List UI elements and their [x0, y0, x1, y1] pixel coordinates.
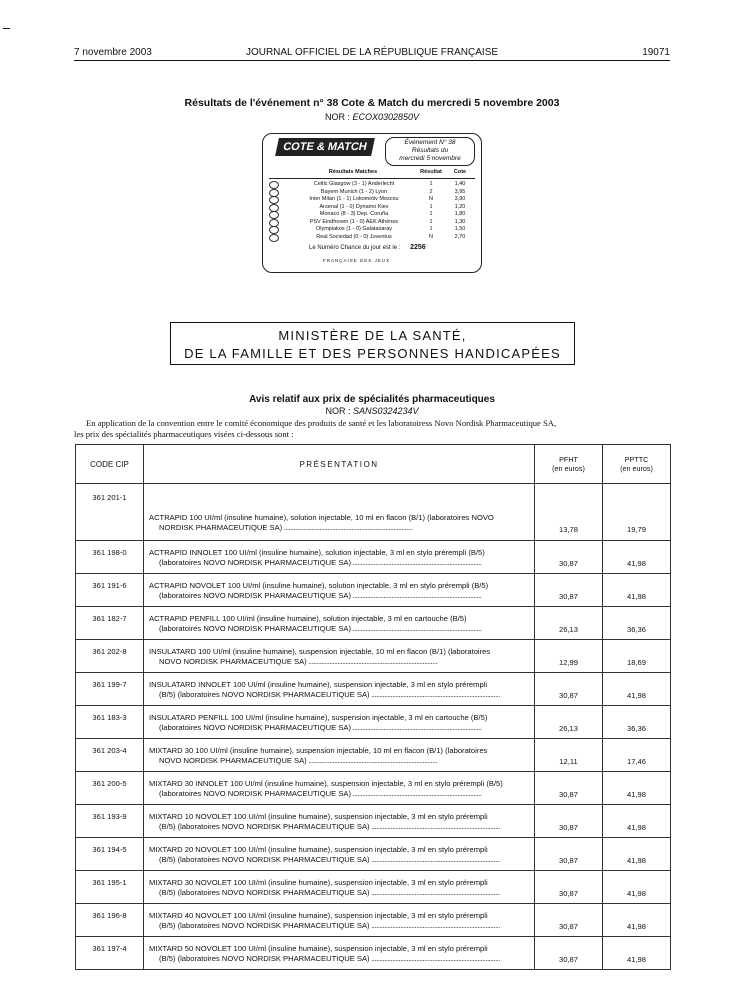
presentation-line1: INSULATARD 100 UI/ml (insuline humaine), suspension injectable, 10 ml en flacon (B/1) (laboratoires: [149, 647, 491, 656]
presentation-line2: [149, 591, 530, 601]
cell-pfht: 26,13: [535, 607, 603, 640]
cell-ppttc: 19,79: [603, 484, 671, 541]
presentation-line2: [149, 690, 530, 700]
cell-ppttc: 36,36: [603, 607, 671, 640]
col-header-pfht: [535, 445, 603, 484]
cell-presentation: [144, 706, 535, 739]
presentation-line2: [149, 523, 530, 533]
ticket-match: Real Sociedad (0 - 0) Juventus: [316, 233, 392, 240]
cell-presentation: [144, 607, 535, 640]
ticket-match-row: [269, 204, 475, 211]
dot-leader: ................................................................................: [351, 558, 482, 567]
cell-code-cip: 361 201-1: [76, 484, 144, 541]
ticket-chance-label: Le Numéro Chance du jour est le :: [309, 245, 401, 251]
dot-leader: ................................................................................: [369, 921, 500, 930]
cell-pfht: 30,87: [535, 871, 603, 904]
presentation-line2-text: (laboratoires NOVO NORDISK PHARMACEUTIQUE SA): [159, 624, 351, 633]
presentation-line2: [149, 921, 530, 931]
price-table: [75, 444, 671, 970]
cell-ppttc: 18,69: [603, 640, 671, 673]
cell-ppttc: 41,98: [603, 904, 671, 937]
cell-ppttc: 41,98: [603, 541, 671, 574]
cell-pfht: 30,87: [535, 937, 603, 970]
ticket-result: 1: [429, 211, 433, 217]
price-table-body: [76, 484, 671, 970]
cell-code-cip: 361 193-9: [76, 805, 144, 838]
presentation-line1: ACTRAPID NOVOLET 100 UI/ml (insuline humaine), solution injectable, 3 ml en stylo prérempli (B/5): [149, 581, 489, 590]
presentation-line2-text: (B/5) (laboratoires NOVO NORDISK PHARMACEUTIQUE SA): [159, 888, 370, 897]
cell-code-cip: 361 203-4: [76, 739, 144, 772]
header-rule: [74, 60, 670, 61]
ticket-match-row: [269, 226, 475, 233]
ministry-line1: MINISTÈRE DE LA SANTÉ,: [278, 328, 467, 343]
avis-title: Avis relatif aux prix de spécialités pharmaceutiques: [249, 394, 495, 405]
presentation-line1: ACTRAPID INNOLET 100 UI/ml (insuline humaine), solution injectable, 3 ml en stylo prérempli (B/5): [149, 548, 485, 557]
presentation-line1: MIXTARD 20 NOVOLET 100 UI/ml (insuline humaine), suspension injectable, 3 ml en stylo prérempli: [149, 845, 488, 854]
dot-leader: ................................................................................: [369, 855, 500, 864]
ticket-match: Inter Milan (1 - 1) Lokomotiv Moscou: [309, 196, 399, 202]
col-header-presentation: PRÉSENTATION: [144, 445, 535, 484]
table-row: [76, 484, 671, 541]
presentation-line2: [149, 624, 530, 634]
ticket-result: 1: [429, 181, 433, 187]
cell-code-cip: 361 194-5: [76, 838, 144, 871]
cell-presentation: [144, 772, 535, 805]
ticket-match: Olympiakos (1 - 0) Galatasaray: [315, 226, 393, 232]
cell-presentation: [144, 673, 535, 706]
table-row: [76, 904, 671, 937]
ticket-match: Celtic Glasgow (3 - 1) Anderlecht: [313, 181, 395, 187]
table-row: [76, 541, 671, 574]
cell-code-cip: 361 195-1: [76, 871, 144, 904]
ministry-line2: DE LA FAMILLE ET DES PERSONNES HANDICAPÉES: [184, 346, 561, 361]
cell-pfht: 26,13: [535, 706, 603, 739]
cell-presentation: [144, 574, 535, 607]
presentation-line1: ACTRAPID 100 UI/ml (insuline humaine), solution injectable, 10 ml en flacon (B/1) (laboratoires NOVO: [149, 513, 494, 522]
cell-pfht: 13,78: [535, 484, 603, 541]
cell-code-cip: 361 182-7: [76, 607, 144, 640]
cell-code-cip: 361 202-8: [76, 640, 144, 673]
cell-presentation: [144, 904, 535, 937]
cell-ppttc: 41,98: [603, 673, 671, 706]
header-date: 7 novembre 2003: [74, 47, 152, 58]
ticket-match: Bayern Munich (1 - 2) Lyon: [320, 188, 388, 195]
dot-leader: ................................................................................: [351, 591, 482, 600]
presentation-line2-text: (B/5) (laboratoires NOVO NORDISK PHARMACEUTIQUE SA): [159, 690, 370, 699]
presentation-line2-text: (laboratoires NOVO NORDISK PHARMACEUTIQUE SA): [159, 789, 351, 798]
col-header-ppttc-unit: (en euros): [620, 464, 653, 473]
page-header: [74, 47, 670, 58]
presentation-line2: [149, 657, 530, 667]
cell-presentation: [144, 937, 535, 970]
ticket-match-row: [269, 196, 475, 203]
presentation-line2-text: (B/5) (laboratoires NOVO NORDISK PHARMACEUTIQUE SA): [159, 822, 370, 831]
dot-leader: ................................................................................: [351, 723, 482, 732]
cell-presentation: [144, 541, 535, 574]
ticket-result: N: [429, 196, 433, 202]
cell-ppttc: 41,98: [603, 574, 671, 607]
col-header-code: CODE CIP: [76, 445, 144, 484]
presentation-line2-text: (laboratoires NOVO NORDISK PHARMACEUTIQUE SA): [159, 723, 351, 732]
presentation-line2: [149, 756, 530, 766]
dot-leader: ................................................................................: [369, 954, 500, 963]
presentation-line2: [149, 855, 530, 865]
cell-ppttc: 36,36: [603, 706, 671, 739]
ticket-cote: 1,30: [454, 218, 466, 225]
dot-leader: ................................................................................: [351, 789, 482, 798]
presentation-line2-text: (B/5) (laboratoires NOVO NORDISK PHARMACEUTIQUE SA): [159, 921, 370, 930]
ticket-col-matches: Résultats Matches: [328, 169, 378, 175]
table-row: [76, 574, 671, 607]
cell-presentation: [144, 838, 535, 871]
cell-pfht: 30,87: [535, 574, 603, 607]
presentation-line2: [149, 822, 530, 832]
table-row: [76, 838, 671, 871]
avis-intro: [74, 418, 674, 440]
cell-presentation: [144, 739, 535, 772]
fdj-logo: FRANÇAISE DES JEUX: [323, 258, 391, 263]
ticket-result: 1: [429, 226, 433, 232]
dot-leader: ................................................................................: [369, 690, 500, 699]
ticket-cote: 1,50: [454, 226, 466, 232]
margin-mark: [3, 28, 10, 29]
cell-pfht: 30,87: [535, 772, 603, 805]
presentation-line2: [149, 558, 530, 568]
event-nor-value: ECOX0302850V: [352, 112, 420, 122]
table-row: [76, 937, 671, 970]
cell-ppttc: 41,98: [603, 871, 671, 904]
dot-leader: ................................................................................: [306, 657, 438, 666]
cell-pfht: 12,11: [535, 739, 603, 772]
presentation-line1: MIXTARD 30 100 UI/ml (insuline humaine), suspension injectable, 10 ml en flacon (B/1) (laboratoires: [149, 746, 488, 755]
ticket-cote: 1,40: [454, 181, 466, 187]
ticket-match-row: [269, 219, 475, 226]
presentation-line1: MIXTARD 10 NOVOLET 100 UI/ml (insuline humaine), suspension injectable, 3 ml en stylo prérempli: [149, 812, 488, 821]
cell-presentation: [144, 484, 535, 541]
ticket-match-row: [269, 211, 475, 218]
ticket-match: PSV Eindhoven (1 - 0) AEK Athènes: [309, 218, 399, 225]
presentation-line1: INSULATARD PENFILL 100 UI/ml (insuline humaine), suspension injectable, 3 ml en cartouche (B/5): [149, 713, 488, 722]
ticket-cote: 1,80: [454, 211, 466, 217]
cell-code-cip: 361 191-6: [76, 574, 144, 607]
ticket-cote: 3,90: [454, 196, 466, 202]
cell-pfht: 30,87: [535, 541, 603, 574]
avis-nor-value: SANS0324234V: [352, 406, 419, 416]
ticket-col-cote: Cote: [453, 169, 467, 175]
col-header-pfht-label: PFHT: [559, 455, 578, 464]
ticket-result: 1: [429, 203, 433, 210]
avis-nor-label: NOR :: [325, 406, 351, 416]
col-header-pfht-unit: (en euros): [552, 464, 585, 473]
presentation-line1: MIXTARD 30 INNOLET 100 UI/ml (insuline humaine), suspension injectable, 3 ml en stylo prérempli (B/5): [149, 779, 503, 788]
ticket-chance-number: [309, 244, 426, 251]
cell-code-cip: 361 199-7: [76, 673, 144, 706]
cell-code-cip: 361 200-5: [76, 772, 144, 805]
event-nor-label: NOR :: [324, 112, 350, 122]
avis-nor: [74, 406, 670, 416]
ticket-match: Monaco (8 - 3) Dep. Coruña: [319, 211, 389, 217]
cell-presentation: [144, 805, 535, 838]
table-row: [76, 772, 671, 805]
cell-ppttc: 41,98: [603, 838, 671, 871]
ticket-event-box: [385, 137, 475, 166]
event-title: Résultats de l'événement n° 38 Cote & Match du mercredi 5 novembre 2003: [184, 97, 560, 109]
dot-leader: ................................................................................: [351, 624, 482, 633]
table-row: [76, 706, 671, 739]
ticket-result: N: [429, 233, 433, 240]
dot-leader: ................................................................................: [369, 888, 500, 897]
football-icon: [269, 234, 279, 242]
ticket-result: 2: [429, 188, 433, 195]
cell-code-cip: 361 197-4: [76, 937, 144, 970]
cell-ppttc: 41,98: [603, 805, 671, 838]
cote-match-logo: COTE & MATCH: [275, 138, 375, 156]
cell-code-cip: 361 196-8: [76, 904, 144, 937]
ticket-result: 1: [429, 218, 433, 225]
header-journal-title: JOURNAL OFFICIEL DE LA RÉPUBLIQUE FRANÇAISE: [245, 47, 499, 58]
presentation-line2: [149, 954, 530, 964]
cell-code-cip: 361 198-0: [76, 541, 144, 574]
presentation-line2-text: NOVO NORDISK PHARMACEUTIQUE SA): [159, 657, 307, 666]
presentation-line2-text: (laboratoires NOVO NORDISK PHARMACEUTIQUE SA): [159, 558, 351, 567]
table-row: [76, 640, 671, 673]
presentation-line1: MIXTARD 30 NOVOLET 100 UI/ml (insuline humaine), suspension injectable, 3 ml en stylo prérempli: [149, 878, 488, 887]
ticket-event-date: mercredi 5 novembre: [399, 155, 461, 162]
presentation-line2-text: (laboratoires NOVO NORDISK PHARMACEUTIQUE SA): [159, 591, 351, 600]
ticket-match-row: [269, 234, 475, 241]
cell-ppttc: 41,98: [603, 937, 671, 970]
dot-leader: ................................................................................: [369, 822, 500, 831]
cell-presentation: [144, 871, 535, 904]
presentation-line2-text: (B/5) (laboratoires NOVO NORDISK PHARMACEUTIQUE SA): [159, 954, 370, 963]
presentation-line1: INSULATARD INNOLET 100 UI/ml (insuline humaine), suspension injectable, 3 ml en stylo prérempli: [149, 680, 488, 689]
presentation-line2: [149, 789, 530, 799]
cell-presentation: [144, 640, 535, 673]
col-header-ppttc: [603, 445, 671, 484]
avis-intro-line1: En application de la convention entre le comité économique des produits de santé et les laboratoiress Novo Nordisk Pharmaceutique SA,: [86, 418, 557, 428]
cell-ppttc: 17,46: [603, 739, 671, 772]
presentation-line1: MIXTARD 40 NOVOLET 100 UI/ml (insuline humaine), suspension injectable, 3 ml en stylo prérempli: [149, 911, 488, 920]
cell-pfht: 30,87: [535, 904, 603, 937]
table-row: [76, 739, 671, 772]
dot-leader: ................................................................................: [282, 523, 413, 532]
price-table-header: [76, 445, 671, 484]
cell-pfht: 12,99: [535, 640, 603, 673]
table-row: [76, 607, 671, 640]
dot-leader: ................................................................................: [306, 756, 438, 765]
ticket-event-number: Événement N° 38: [404, 139, 456, 146]
ticket-chance-value: 2256: [410, 244, 426, 251]
presentation-line1: MIXTARD 50 NOVOLET 100 UI/ml (insuline humaine), suspension injectable, 3 ml en stylo prérempli: [149, 944, 488, 953]
event-nor: [74, 112, 670, 122]
ticket-cote: 2,70: [454, 233, 466, 240]
cote-match-ticket: [262, 133, 482, 273]
cell-pfht: 30,87: [535, 673, 603, 706]
header-page-number: 19071: [642, 47, 670, 58]
ministry-box: [170, 322, 575, 365]
cell-pfht: 30,87: [535, 838, 603, 871]
presentation-line2-text: NORDISK PHARMACEUTIQUE SA): [159, 523, 283, 532]
ticket-event-results: Résultats du: [411, 147, 449, 154]
avis-intro-line2: les prix des spécialités pharmaceutiques visées ci-dessous sont :: [74, 429, 294, 439]
ticket-match: Arsenal (1 - 0) Dynamo Kiev: [319, 203, 389, 210]
presentation-line2: [149, 723, 530, 733]
presentation-line2-text: (B/5) (laboratoires NOVO NORDISK PHARMACEUTIQUE SA): [159, 855, 370, 864]
presentation-line1: ACTRAPID PENFILL 100 UI/ml (insuline humaine), solution injectable, 3 ml en cartouche (B/5): [149, 614, 467, 623]
table-row: [76, 871, 671, 904]
cell-code-cip: 361 183-3: [76, 706, 144, 739]
ticket-cote: 1,20: [454, 203, 466, 210]
table-row: [76, 805, 671, 838]
ticket-match-row: [269, 181, 475, 188]
cell-pfht: 30,87: [535, 805, 603, 838]
presentation-line2-text: NOVO NORDISK PHARMACEUTIQUE SA): [159, 756, 307, 765]
col-header-ppttc-label: PPTTC: [624, 455, 649, 464]
ticket-match-row: [269, 189, 475, 196]
table-row: [76, 673, 671, 706]
presentation-line2: [149, 888, 530, 898]
cell-ppttc: 41,98: [603, 772, 671, 805]
ticket-cote: 3,95: [454, 188, 466, 195]
ticket-col-result: Résultat: [420, 169, 442, 175]
ticket-header-row: [269, 169, 475, 179]
